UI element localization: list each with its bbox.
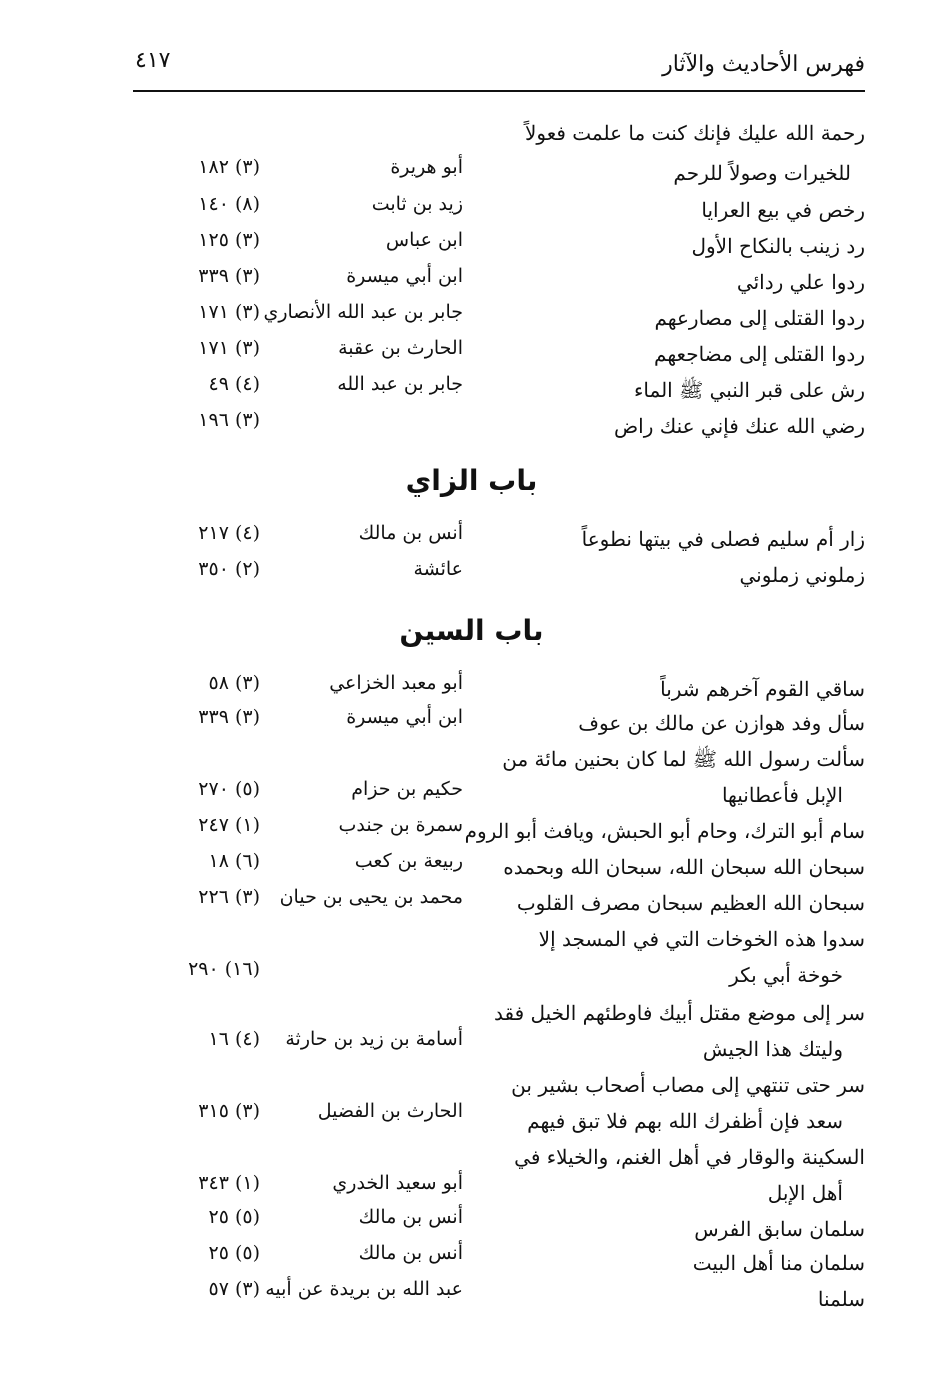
hadith-text: رش على قبر النبي ﷺ الماء: [634, 378, 865, 402]
narrator: أبو معبد الخزاعي: [329, 672, 463, 694]
page-ref: (٣) ٥٧: [208, 1278, 260, 1300]
page-ref: (٥) ٢٧٠: [198, 778, 260, 800]
hadith-text: سلمان سابق الفرس: [694, 1217, 865, 1241]
running-header-title: فهرس الأحاديث والآثار: [662, 52, 865, 77]
page-ref: (٣) ٥٨: [208, 672, 260, 694]
hadith-text: ساقي القوم آخرهم شرباً: [660, 677, 865, 701]
hadith-text: رضي الله عنك فإني عنك راض: [613, 414, 865, 438]
hadith-text: خوخة أبي بكر: [729, 963, 843, 987]
hadith-text: وليتك هذا الجيش: [702, 1037, 843, 1061]
page-ref: (٥) ٢٥: [208, 1206, 260, 1228]
hadith-text: الإبل فأعطانيها: [721, 783, 843, 807]
page-ref: (٣) ١٨٢: [198, 156, 260, 178]
page-ref: (١) ٢٤٧: [198, 814, 260, 836]
hadith-text: زار أم سليم فصلى في بيتها نطوعاً: [581, 527, 865, 551]
narrator: أنس بن مالك: [358, 1206, 463, 1228]
narrator: جابر بن عبد الله الأنصاري: [263, 301, 463, 323]
page-ref: (٣) ١٩٦: [198, 409, 260, 431]
hadith-text: سلمان منا أهل البيت: [692, 1251, 865, 1275]
header-rule: [133, 90, 865, 92]
page-ref: (٣) ١٧١: [198, 301, 260, 323]
hadith-text: أهل الإبل: [767, 1181, 843, 1205]
page-ref: (٨) ١٤٠: [198, 193, 260, 215]
hadith-text: ردوا القتلى إلى مصارعهم: [654, 306, 865, 330]
hadith-text: للخيرات وصولاً للرحم: [673, 161, 851, 185]
narrator: الحارث بن الفضيل: [317, 1100, 463, 1122]
page-ref: (٣) ٢٢٦: [198, 886, 260, 908]
narrator: ابن عباس: [385, 229, 463, 251]
page-ref: (٥) ٢٥: [208, 1242, 260, 1264]
narrator: ابن أبي ميسرة: [346, 706, 463, 728]
page-ref: (٢) ٣٥٠: [198, 558, 260, 580]
page-ref: (٣) ٣١٥: [198, 1100, 260, 1122]
hadith-text: سلمنا: [817, 1287, 865, 1311]
page-ref: (٤) ١٦: [208, 1028, 260, 1050]
narrator: عبد الله بن بريدة عن أبيه: [265, 1278, 463, 1300]
narrator: أنس بن مالك: [358, 1242, 463, 1264]
page-ref: (٣) ١٢٥: [198, 229, 260, 251]
narrator: عائشة: [413, 558, 463, 580]
hadith-text: ردوا القتلى إلى مضاجعهم: [654, 342, 865, 366]
poem-line: رحمة الله عليك فإنك كنت ما علمت فعولاً: [524, 121, 865, 145]
page-ref: (٤) ٢١٧: [198, 522, 260, 544]
page-ref: (٦) ١٨: [208, 850, 260, 872]
narrator: ربيعة بن كعب: [354, 850, 463, 872]
section-heading: باب السين: [399, 614, 544, 647]
narrator: أبو سعيد الخدري: [332, 1172, 463, 1194]
hadith-text: سأل وفد هوازن عن مالك بن عوف: [578, 711, 865, 735]
hadith-text: رخص في بيع العرايا: [701, 198, 865, 222]
narrator: ابن أبي ميسرة: [346, 265, 463, 287]
hadith-text: سر إلى موضع مقتل أبيك فاوطئهم الخيل فقد: [493, 1001, 865, 1025]
narrator: سمرة بن جندب: [338, 814, 463, 836]
hadith-text: السكينة والوقار في أهل الغنم، والخيلاء في: [514, 1145, 865, 1169]
narrator: جابر بن عبد الله: [337, 373, 463, 395]
page-ref: (٣) ١٧١: [198, 337, 260, 359]
narrator: أسامة بن زيد بن حارثة: [285, 1028, 463, 1050]
page-ref: (١٦) ٢٩٠: [188, 958, 260, 980]
narrator: زيد بن ثابت: [371, 193, 463, 215]
section-heading: باب الزاي: [405, 464, 538, 497]
page-number: ٤١٧: [135, 48, 171, 73]
narrator: محمد بن يحيى بن حيان: [279, 886, 463, 908]
hadith-text: سبحان الله العظيم سبحان مصرف القلوب: [516, 891, 865, 915]
hadith-text: سدوا هذه الخوخات التي في المسجد إلا: [538, 927, 865, 951]
hadith-text: سبحان الله سبحان الله، سبحان الله وبحمده: [503, 855, 865, 879]
hadith-text: سعد فإن أظفرك الله بهم فلا تبق فيهم: [527, 1109, 843, 1133]
narrator: أبو هريرة: [390, 156, 463, 178]
hadith-text: سام أبو الترك، وحام أبو الحبش، ويافث أبو الروم: [464, 819, 865, 843]
page-ref: (٣) ٣٣٩: [198, 706, 260, 728]
hadith-text: سألت رسول الله ﷺ لما كان بحنين مائة من: [502, 747, 865, 771]
narrator: أنس بن مالك: [358, 522, 463, 544]
page-ref: (٤) ٤٩: [208, 373, 260, 395]
page-ref: (٣) ٣٣٩: [198, 265, 260, 287]
hadith-text: سر حتى تنتهي إلى مصاب أصحاب بشير بن: [511, 1073, 865, 1097]
hadith-text: رد زينب بالنكاح الأول: [691, 234, 865, 258]
hadith-text: زملوني زملوني: [739, 563, 865, 587]
narrator: الحارث بن عقبة: [338, 337, 463, 359]
page-ref: (١) ٣٤٣: [198, 1172, 260, 1194]
hadith-text: ردوا علي ردائي: [736, 270, 865, 294]
narrator: حكيم بن حزام: [351, 778, 463, 800]
